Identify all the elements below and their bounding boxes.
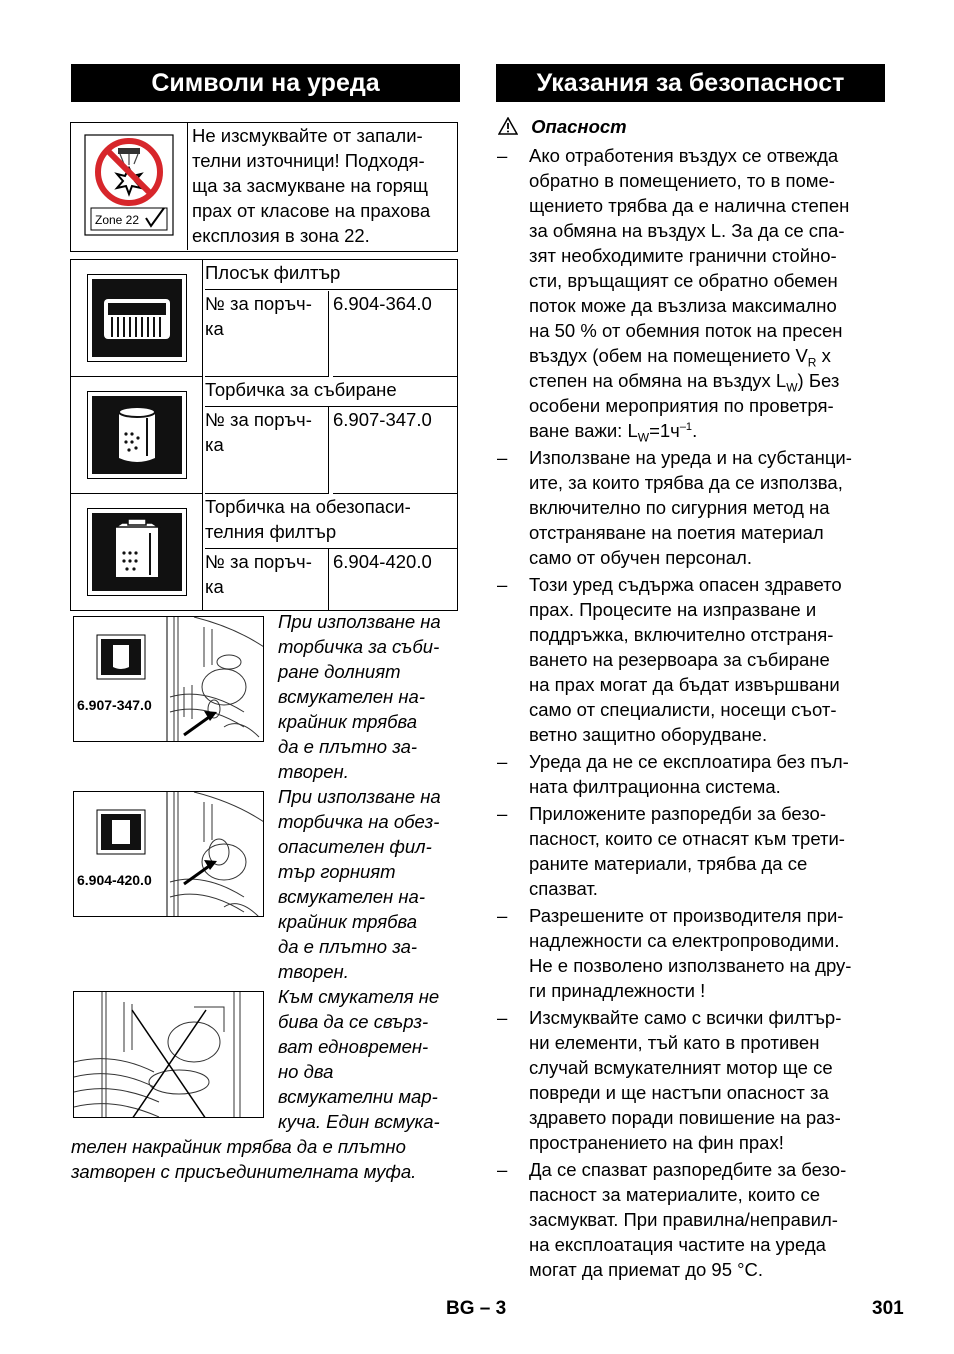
- flat-filter-icon: [92, 279, 182, 357]
- figure1-order-code: 6.907-347.0: [77, 697, 152, 713]
- accessory-name: Торбичка на обезопаси- телния филтър: [205, 494, 457, 549]
- no-ignition-sources-icon: [84, 134, 174, 236]
- safety-filter-bag-icon: [92, 513, 182, 591]
- two-hoses-prohibited-figure: [73, 991, 264, 1118]
- accessory-icon-cell: [71, 377, 203, 494]
- warning-triangle-icon: [498, 117, 518, 135]
- safety-instructions-list: [497, 143, 897, 1284]
- accessory-icon-cell: [71, 494, 203, 610]
- danger-label: Опасност: [531, 116, 627, 137]
- accessory-icon-cell: [71, 260, 203, 377]
- safety-filter-bag-figure: [73, 791, 264, 917]
- crossed-two-hoses-illustration: [74, 992, 264, 1118]
- danger-heading: [498, 114, 627, 139]
- order-number-label: № за поръч- ка: [205, 549, 329, 610]
- accessory-name: Торбичка за събиране: [205, 377, 457, 407]
- left-section-heading: Символи на уреда: [71, 64, 460, 102]
- figure3-caption-continued: телен накрайник трябва да е плътно затворен с присъединителната муфа.: [71, 1136, 417, 1182]
- page-number: 301: [872, 1298, 904, 1319]
- figure3-caption: Към смукателя не бива да се свърз- ват едновремен- но два всмукателни мар- куча. Един всмука-: [278, 986, 440, 1132]
- no-ignition-warning-box: [70, 122, 458, 252]
- accessory-name: Плосък филтър: [205, 260, 457, 290]
- figure1-caption: При използване на торбичка за съби- ране долният всмукателен на- крайник трябва да е плътно за- творен.: [278, 611, 441, 782]
- lower-inlet-illustration: [74, 617, 264, 742]
- figure2-caption: При използване на торбичка на обез- опасителен фил- тър горният всмукателен на- крайник трябва да е плътно за- творен.: [278, 786, 441, 982]
- order-number-value: 6.904-364.0: [333, 291, 457, 377]
- figure2-order-code: 6.904-420.0: [77, 872, 152, 888]
- order-number-value: 6.904-420.0: [333, 551, 432, 572]
- safety-item: – Този уред съдържа опасен здравето прах. Процесите на изпразване и поддръжка, включително отстраня- ването на резервоара за събиране на прах могат да бъдат извършвани само от специалисти, носещи съот- ветно защитно оборудване.: [497, 574, 842, 745]
- accessories-table: [70, 259, 458, 611]
- safety-item: – Разрешените от производителя при- надлежности са електропроводими. Не е позволено използването на дру- ги принадлежности !: [497, 905, 852, 1001]
- safety-item: – Използване на уреда и на субстанци- ите, за които трябва да се използва, включително по сигурния метод на отстраняване на поетия материал само от обучен персонал.: [497, 447, 852, 568]
- collection-bag-icon: [92, 396, 182, 474]
- order-number-label: № за поръч- ка: [205, 291, 329, 377]
- order-number-label: № за поръч- ка: [205, 407, 329, 494]
- warning-symbol-cell: [71, 123, 188, 250]
- no-ignition-warning-text: Не изсмуквайте от запали- телни източници! Подходя- ща за засмукване на горящ прах от класове на прахова експлозия в зона 22.: [192, 125, 431, 246]
- safety-item: – Да се спазват разпоредбите за безо- пасност за материалите, които се засмукват. При правилна/неправил- на експлоатация частите на уреда могат да приемат до 95 °C.: [497, 1159, 847, 1280]
- safety-item: – Ако отработения въздух се отвежда обратно в помещението, то в поме- щението трябва да е налична степен за обмяна на въздух L. За да се спа- зят необходимите гранични стойно- сти, връщащият се обратно обемен поток може да възлиза максимално на 50 % от обемния поток на пресен въздух (обем на помещението $V_R$ x степен на обмяна на въздух $L_W$) Без особени мероприятия по проветря- ване важи: $L_W=1ч^{-1}$.: [497, 145, 850, 445]
- safety-item: – Изсмуквайте само с всички филтър- ни елементи, тъй като в противен случай всмукателният мотор ще се повреди и ще настъпи опасност за здравето поради повишение на раз- пространението на фин прах!: [497, 1007, 842, 1153]
- right-section-heading: Указания за безопасност: [496, 64, 885, 102]
- collection-bag-figure: [73, 616, 264, 742]
- zone-22-label: Zone 22: [95, 213, 140, 227]
- upper-inlet-illustration: [74, 792, 264, 917]
- footer-section-label: BG – 3: [446, 1298, 507, 1319]
- safety-item: – Приложените разпоредби за безо- пасност, които се отнасят към трети- раните материали, трябва да се спазват.: [497, 803, 845, 899]
- order-number-value: 6.907-347.0: [333, 407, 457, 494]
- safety-item: – Уреда да не се експлоатира без пъл- ната филтрационна система.: [497, 751, 849, 797]
